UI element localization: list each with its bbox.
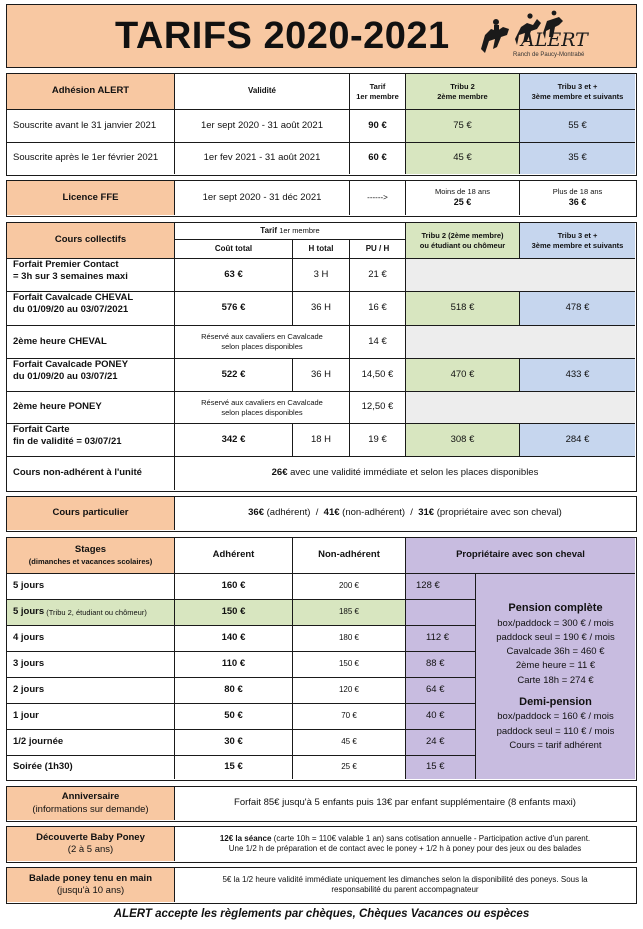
cavalcade-poney-tribu3: 433 € <box>520 359 635 392</box>
stage-row-non-adherent: 185 € <box>293 600 406 626</box>
stage-row-label: 5 jours <box>7 574 175 600</box>
non-adherent-header: Non-adhérent <box>293 538 406 574</box>
pension-title: Pension complète <box>508 602 603 614</box>
cours-tarif-label: Tarif <box>260 225 278 235</box>
stage-row-tribu2-label: 5 jours <box>13 606 45 618</box>
demi-pension-line-3: Cours = tarif adhérent <box>509 739 602 751</box>
stages-header-line2: (dimanches et vacances scolaires) <box>28 556 153 566</box>
particulier-text-3: (propriétaire avec son cheval) <box>434 507 562 519</box>
premier-contact-line2: = 3h sur 3 semaines maxi <box>13 271 128 283</box>
forfait-carte-pu: 19 € <box>350 424 406 457</box>
cours-particulier-label: Cours particulier <box>7 497 175 530</box>
tribu2-header <box>406 74 520 110</box>
non-adherent-unite-desc: avec une validité immédiate et selon les places disponibles <box>287 467 539 479</box>
licence-label: Licence FFE <box>7 181 175 215</box>
adhesion-row-label: Souscrite avant le 31 janvier 2021 <box>7 110 175 143</box>
adhesion-row-validite: 1er sept 2020 - 31 août 2021 <box>175 110 350 143</box>
cours-particulier-prices <box>175 497 635 530</box>
stage-row-adherent: 80 € <box>175 678 293 704</box>
cavalcade-poney-label <box>7 359 175 392</box>
stage-row-proprietaire-empty <box>406 600 476 626</box>
demi-pension-line-2: paddock seul = 110 € / mois <box>496 725 615 737</box>
baby-poney-line2: Une 1/2 h de préparation et de contact avec le poney + 1/2 h à poney pour des jeux ou des balades <box>228 844 582 853</box>
deuxieme-heure-poney-label: 2ème heure PONEY <box>7 392 175 424</box>
deuxieme-heure-poney-note <box>175 392 350 424</box>
adhesion-row-label: Souscrite après le 1er février 2021 <box>7 143 175 174</box>
stage-row-proprietaire: 40 € <box>406 704 476 730</box>
balade-subtitle: (jusqu'à 10 ans) <box>56 885 125 896</box>
stage-row-adherent: 160 € <box>175 574 293 600</box>
adhesion-header: Adhésion ALERT <box>7 74 175 110</box>
validite-header: Validité <box>175 74 350 110</box>
pension-line-3: Cavalcade 36h = 460 € <box>506 646 605 657</box>
premier-contact-empty <box>406 259 635 292</box>
baby-poney-text <box>175 827 635 861</box>
forfait-carte-tribu2: 308 € <box>406 424 520 457</box>
cours-tarif-sub: 1er membre <box>279 226 320 236</box>
baby-poney-desc: (carte 10h = 110€ valable 1 an) sans cotisation annuelle - Participation active d'un parent. <box>271 833 591 843</box>
tribu2-header-line2: 2ème membre <box>437 91 488 101</box>
stage-row-proprietaire: 15 € <box>406 756 476 779</box>
stage-row-proprietaire: 64 € <box>406 678 476 704</box>
cavalcade-cheval-h: 36 H <box>293 292 350 326</box>
particulier-text-1: (adhérent) / <box>263 507 324 519</box>
deuxieme-heure-poney-empty <box>406 392 635 424</box>
licence-validite: 1er sept 2020 - 31 déc 2021 <box>175 181 350 215</box>
stage-row-non-adherent: 120 € <box>293 678 406 704</box>
baby-poney-subtitle: (2 à 5 ans) <box>67 844 114 855</box>
particulier-price-2: 41€ <box>323 507 340 519</box>
premier-contact-pu: 21 € <box>350 259 406 292</box>
footer-payment-note: ALERT accepte les règlements par chèques, Chèques Vacances ou espèces <box>113 908 530 920</box>
cavalcade-poney-h: 36 H <box>293 359 350 392</box>
stage-row-label: 4 jours <box>7 626 175 652</box>
cours-tarif-header <box>175 223 406 240</box>
particulier-price-3: 31€ <box>418 507 435 519</box>
balade-table <box>6 867 637 904</box>
demi-pension-title: Demi-pension <box>519 695 592 708</box>
non-adherent-unite-label: Cours non-adhérent à l'unité <box>7 457 175 490</box>
stage-row-proprietaire: 112 € <box>406 626 476 652</box>
pension-line-2: paddock seul = 190 € / mois <box>496 631 615 643</box>
tribu3-header-line2: 3ème membre et suivants <box>531 91 624 101</box>
cavalcade-cheval-tribu3: 478 € <box>520 292 635 326</box>
cavalcade-cheval-label <box>7 292 175 326</box>
stage-row-adherent: 110 € <box>175 652 293 678</box>
adhesion-row-tribu2: 45 € <box>406 143 520 174</box>
balade-line1: 5€ la 1/2 heure validité immédiate uniquement les dimanches selon la disponibilité des poneys. Sous la <box>222 874 588 884</box>
adhesion-table <box>6 73 637 176</box>
cours-tribu3-line2: 3ème membre et suivants <box>531 240 624 250</box>
deuxieme-heure-cheval-note <box>175 326 350 359</box>
cavalcade-cheval-tribu2: 518 € <box>406 292 520 326</box>
anniversaire-title: Anniversaire <box>61 791 120 803</box>
stage-row-non-adherent: 45 € <box>293 730 406 756</box>
pension-line-4: 2ème heure = 11 € <box>515 660 596 672</box>
demi-pension-line-1: box/paddock = 160 € / mois <box>497 711 614 723</box>
cours-tribu3-header <box>520 223 635 259</box>
cavalcade-poney-cout: 522 € <box>175 359 293 392</box>
cavalcade-poney-line2: du 01/09/20 au 03/07/21 <box>13 371 118 383</box>
adhesion-row-tarif: 60 € <box>350 143 406 174</box>
deuxieme-heure-cheval-note1: Réservé aux cavaliers en Cavalcade <box>201 332 323 342</box>
stages-header <box>7 538 175 574</box>
proprietaire-header: Propriétaire avec son cheval <box>406 538 635 574</box>
balade-line2: responsabilité du parent accompagnateur <box>331 885 479 894</box>
non-adherent-unite-price: 26€ <box>271 467 288 479</box>
adhesion-row-tarif: 90 € <box>350 110 406 143</box>
pu-h-header: PU / H <box>350 240 406 259</box>
stage-row-adherent: 150 € <box>175 600 293 626</box>
cout-total-header: Coût total <box>175 240 293 259</box>
tribu3-header <box>520 74 635 110</box>
particulier-text-2: (non-adhérent) / <box>339 507 419 519</box>
deuxieme-heure-poney-note2: selon places disponibles <box>221 407 303 417</box>
deuxieme-heure-cheval-empty <box>406 326 635 359</box>
cavalcade-cheval-cout: 576 € <box>175 292 293 326</box>
premier-contact-label <box>7 259 175 292</box>
tribu2-header-line1: Tribu 2 <box>450 81 475 91</box>
stage-row-label: 1/2 journée <box>7 730 175 756</box>
licence-moins-label: Moins de 18 ans <box>434 187 491 197</box>
stage-row-non-adherent: 70 € <box>293 704 406 730</box>
stage-row-label: 1 jour <box>7 704 175 730</box>
stage-row-non-adherent: 200 € <box>293 574 406 600</box>
adhesion-row-tribu2: 75 € <box>406 110 520 143</box>
title-banner <box>6 4 637 68</box>
balade-label <box>7 868 175 902</box>
stages-table <box>6 537 637 781</box>
stage-row-adherent: 15 € <box>175 756 293 779</box>
stage-row-tribu2-note: (Tribu 2, étudiant ou chômeur) <box>44 607 147 617</box>
page-title: TARIFS 2020-2021 <box>115 15 450 57</box>
forfait-carte-line1: Forfait Carte <box>13 424 70 435</box>
deuxieme-heure-poney-note1: Réservé aux cavaliers en Cavalcade <box>201 397 323 407</box>
stage-row-label: 2 jours <box>7 678 175 704</box>
licence-table <box>6 180 637 217</box>
premier-contact-line1: Forfait Premier Contact <box>13 259 119 270</box>
adherent-header: Adhérent <box>175 538 293 574</box>
cavalcade-poney-tribu2: 470 € <box>406 359 520 392</box>
stage-row-label: Soirée (1h30) <box>7 756 175 779</box>
licence-plus-label: Plus de 18 ans <box>552 187 603 197</box>
cours-particulier-table <box>6 496 637 532</box>
tarif-header <box>350 74 406 110</box>
deuxieme-heure-cheval-pu: 14 € <box>350 326 406 359</box>
licence-arrow: ------> <box>350 181 406 215</box>
stage-row-proprietaire: 88 € <box>406 652 476 678</box>
baby-poney-line1 <box>220 834 590 844</box>
deuxieme-heure-poney-pu: 12,50 € <box>350 392 406 424</box>
anniversaire-subtitle: (informations sur demande) <box>32 803 149 815</box>
stage-row-non-adherent: 150 € <box>293 652 406 678</box>
cours-tribu3-line1: Tribu 3 et + <box>557 230 598 240</box>
pension-line-5: Carte 18h = 274 € <box>517 674 594 686</box>
h-total-header: H total <box>293 240 350 259</box>
cavalcade-poney-line1: Forfait Cavalcade PONEY <box>13 359 129 370</box>
cours-tribu2-line2: ou étudiant ou chômeur <box>419 240 506 250</box>
cavalcade-poney-pu: 14,50 € <box>350 359 406 392</box>
non-adherent-unite-text <box>175 457 635 490</box>
pension-line-1: box/paddock = 300 € / mois <box>497 617 614 629</box>
stages-header-line1: Stages <box>74 544 107 556</box>
logo-brand: ALERT <box>521 29 588 51</box>
cours-tribu2-line1: Tribu 2 (2ème membre) <box>421 230 504 240</box>
forfait-carte-h: 18 H <box>293 424 350 457</box>
stage-row-non-adherent: 25 € <box>293 756 406 779</box>
baby-poney-price: 12€ la séance <box>219 833 272 843</box>
anniversaire-text: Forfait 85€ jusqu'à 5 enfants puis 13€ par enfant supplémentaire (8 enfants maxi) <box>234 797 576 809</box>
anniversaire-table <box>6 786 637 822</box>
stage-row-proprietaire: 128 € <box>406 574 476 600</box>
forfait-carte-line2: fin de validité = 03/07/21 <box>13 436 122 448</box>
cours-header: Cours collectifs <box>7 223 175 259</box>
cavalcade-cheval-line2: du 01/09/20 au 03/07/2021 <box>13 304 129 316</box>
balade-title: Balade poney tenu en main <box>29 872 152 884</box>
licence-moins-18 <box>406 181 520 215</box>
adhesion-row-tribu3: 35 € <box>520 143 635 174</box>
tarif-header-line2: 1er membre <box>356 91 399 101</box>
tarif-header-line1: Tarif <box>369 81 386 91</box>
stage-row-adherent: 50 € <box>175 704 293 730</box>
stage-row-proprietaire: 24 € <box>406 730 476 756</box>
stage-row-tribu2 <box>7 600 175 626</box>
cavalcade-cheval-pu: 16 € <box>350 292 406 326</box>
adhesion-row-validite: 1er fev 2021 - 31 août 2021 <box>175 143 350 174</box>
adhesion-row-tribu3: 55 € <box>520 110 635 143</box>
premier-contact-h: 3 H <box>293 259 350 292</box>
forfait-carte-label <box>7 424 175 457</box>
tribu3-header-line1: Tribu 3 et + <box>557 81 598 91</box>
stage-row-adherent: 140 € <box>175 626 293 652</box>
licence-plus-price: 36 € <box>568 197 587 208</box>
pension-info-box <box>476 574 635 779</box>
baby-poney-table <box>6 826 637 863</box>
cours-collectifs-table <box>6 222 637 492</box>
licence-moins-price: 25 € <box>453 197 472 208</box>
licence-plus-18 <box>520 181 635 215</box>
cours-tribu2-header <box>406 223 520 259</box>
premier-contact-cout: 63 € <box>175 259 293 292</box>
forfait-carte-tribu3: 284 € <box>520 424 635 457</box>
deuxieme-heure-cheval-note2: selon places disponibles <box>221 342 303 351</box>
forfait-carte-cout: 342 € <box>175 424 293 457</box>
stage-row-label: 3 jours <box>7 652 175 678</box>
deuxieme-heure-cheval-label: 2ème heure CHEVAL <box>7 326 175 359</box>
anniversaire-label <box>7 787 175 820</box>
particulier-price-1: 36€ <box>248 507 264 519</box>
stage-row-non-adherent: 180 € <box>293 626 406 652</box>
cavalcade-cheval-line1: Forfait Cavalcade CHEVAL <box>13 292 134 303</box>
logo-tagline: Ranch de Paucy-Montrabé <box>513 52 585 58</box>
baby-poney-label <box>7 827 175 861</box>
stage-row-adherent: 30 € <box>175 730 293 756</box>
baby-poney-title: Découverte Baby Poney <box>36 831 145 843</box>
balade-text <box>175 868 635 902</box>
